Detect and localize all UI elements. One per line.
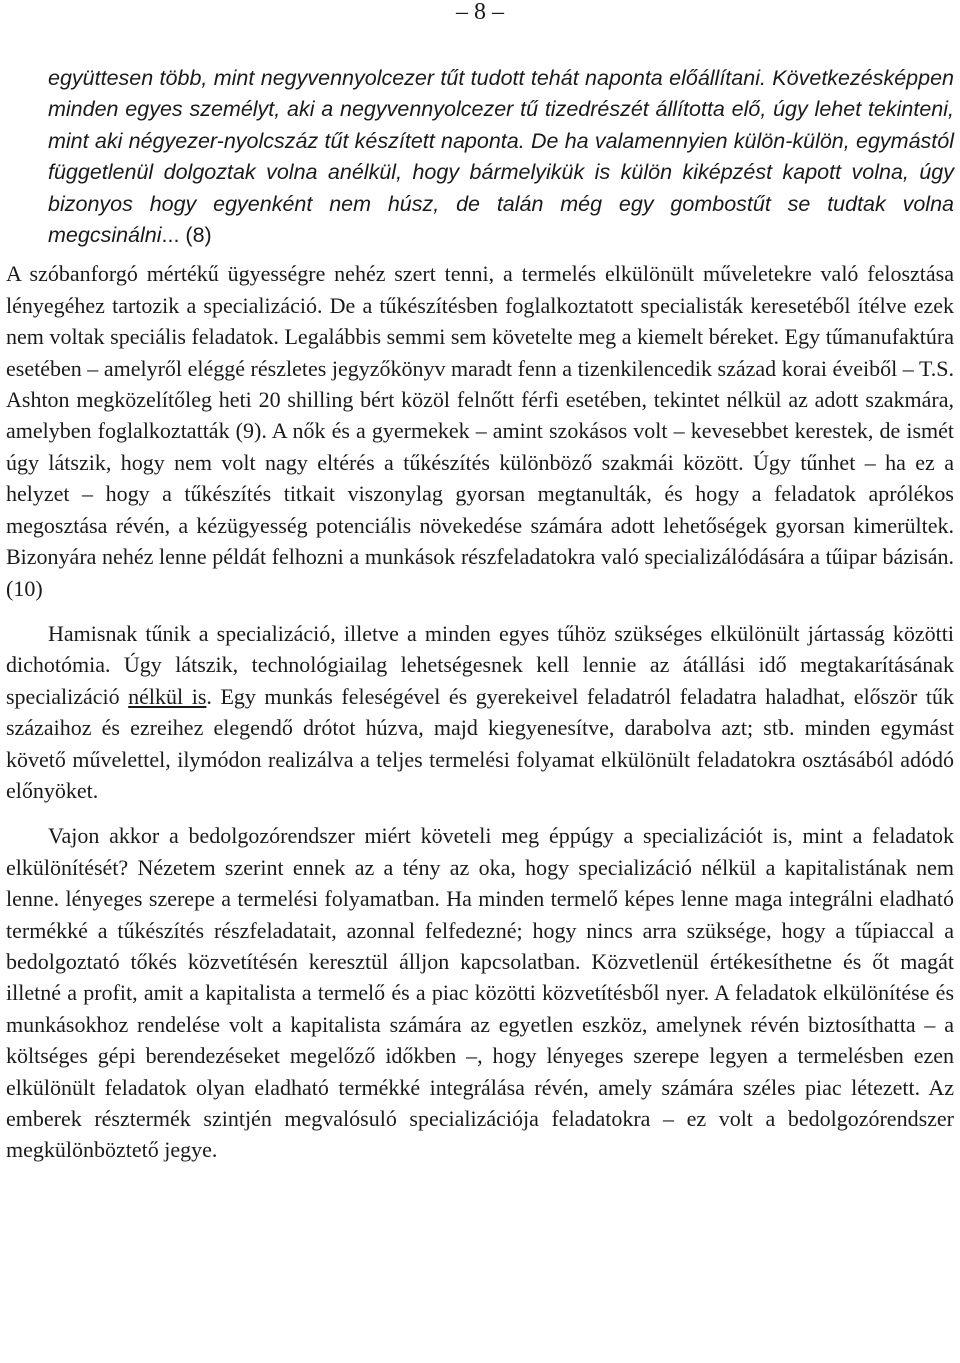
document-body (6, 63, 954, 1166)
quote-citation: ... (8) (161, 223, 212, 248)
paragraph-specialization-wages: A szóbanforgó mértékű ügyességre nehéz szert tenni, a termelés elkülönült műveletekre való felosztása lényegéhez tartozik a specializáció. De a tűkészítésben foglalkoztatott specialisták keresetéből ítélve ezek nem voltak speciális feladatok. Legalábbis semmi sem követelte meg a kiemelt béreket. Egy tűmanufaktúra esetében – amelyről eléggé részletes jegyzőkönyv maradt fenn a tizenkilencedik század korai éveiből – T.S. Ashton megközelítőleg heti 20 shilling bért közöl felnőtt férfi esetében, tekintet nélkül az adott szakmára, amelyben foglalkoztatták (9). A nők és a gyermekek – amint szokásos volt – kevesebbet kerestek, de ismét úgy látszik, hogy nem volt nagy eltérés a tűkészítés különböző szakmái között. Úgy tűnhet – ha ez a helyzet – hogy a tűkészítés titkait viszonylag gyorsan megtanulták, és hogy a feladatok aprólékos megosztása révén, a kézügyesség potenciális növekedése számára adott lehetőségek gyorsan kimerültek. Bizonyára nehéz lenne példát felhozni a munkások részfeladatokra való specializálódására a tűipar bázisán. (10) (6, 261, 954, 601)
paragraph-putting-out-system: Vajon akkor a bedolgozórendszer miért követeli meg éppúgy a specializációt is, mint a feladatok elkülönítését? Nézetem szerint ennek az a tény az oka, hogy specializáció nélkül a kapitalistának nem lenne. lényeges szerepe a termelési folyamatban. Ha minden termelő képes lenne maga integrálni eladható termékké a tűkészítés részfeladatait, azonnal felfedezné; hogy nincs arra szüksége, hogy a tűpiaccal a bedolgoztató tőkés közvetítésén keresztül álljon kapcsolatban. Közvetlenül értékesíthetne és őt magát illetné a profit, amit a kapitalista a termelő és a piac közötti közvetítésből nyer. A feladatok elkülönítése és munkásokhoz rendelése volt a kapitalista számára az egyetlen eszköz, amelynek révén biztosíthatta – a költséges gépi berendezéseket megelőző időkben –, hogy lényeges szerepe legyen a termelésben ezen elkülönült feladatok olyan eladható termékké integrálása révén, amely számára széles piac létezett. Az emberek résztermék szintjén megvalósuló specializációja feladatokra – ez volt a bedolgozórendszer megkülönböztető jegye. (6, 823, 954, 1163)
page-number: – 8 – (456, 0, 504, 25)
paragraph-dichotomy-text-a: Hamisnak tűnik a specializáció, illetve a minden egyes tűhöz szükséges elkülönült jártasság közötti dichotómia. Úgy látszik, technológiailag lehetségesnek kell lennie az átállási idő megtakarításának specializáció (6, 620, 954, 709)
quoted-passage (48, 63, 954, 251)
quote-text: együttesen több, mint negyvennyolcezer tűt tudott tehát naponta előállítani. Következésképpen minden egyes személyt, aki a negyvennyolcezer tű tizedrészét állította elő, úgy lehet tekinteni, mint aki négyezer-nyolcszáz tűt készített naponta. De ha valamennyien külön-külön, egymástól függetlenül dolgoztak volna anélkül, hogy bármelyikük is külön kiképzést kapott volna, úgy bizonyos hogy egyenként nem húsz, de talán még egy gombostűt se tudtak volna megcsinálni (48, 66, 954, 248)
paragraph-dichotomy-text-b: . Egy munkás feleségével és gyerekeivel feladatról feladatra haladhat, először tűk százaihoz és ezreihez elegendő drótot húzva, majd kiegyenesítve, darabolva azt; stb. minden egymást követő művelettel, ilymódon realizálva a teljes termelési folyamat elkülönült feladatokra osztásából adódó előnyöket. (6, 683, 954, 803)
underlined-emphasis: nélkül is (128, 683, 207, 709)
paragraph-dichotomy (6, 618, 954, 806)
